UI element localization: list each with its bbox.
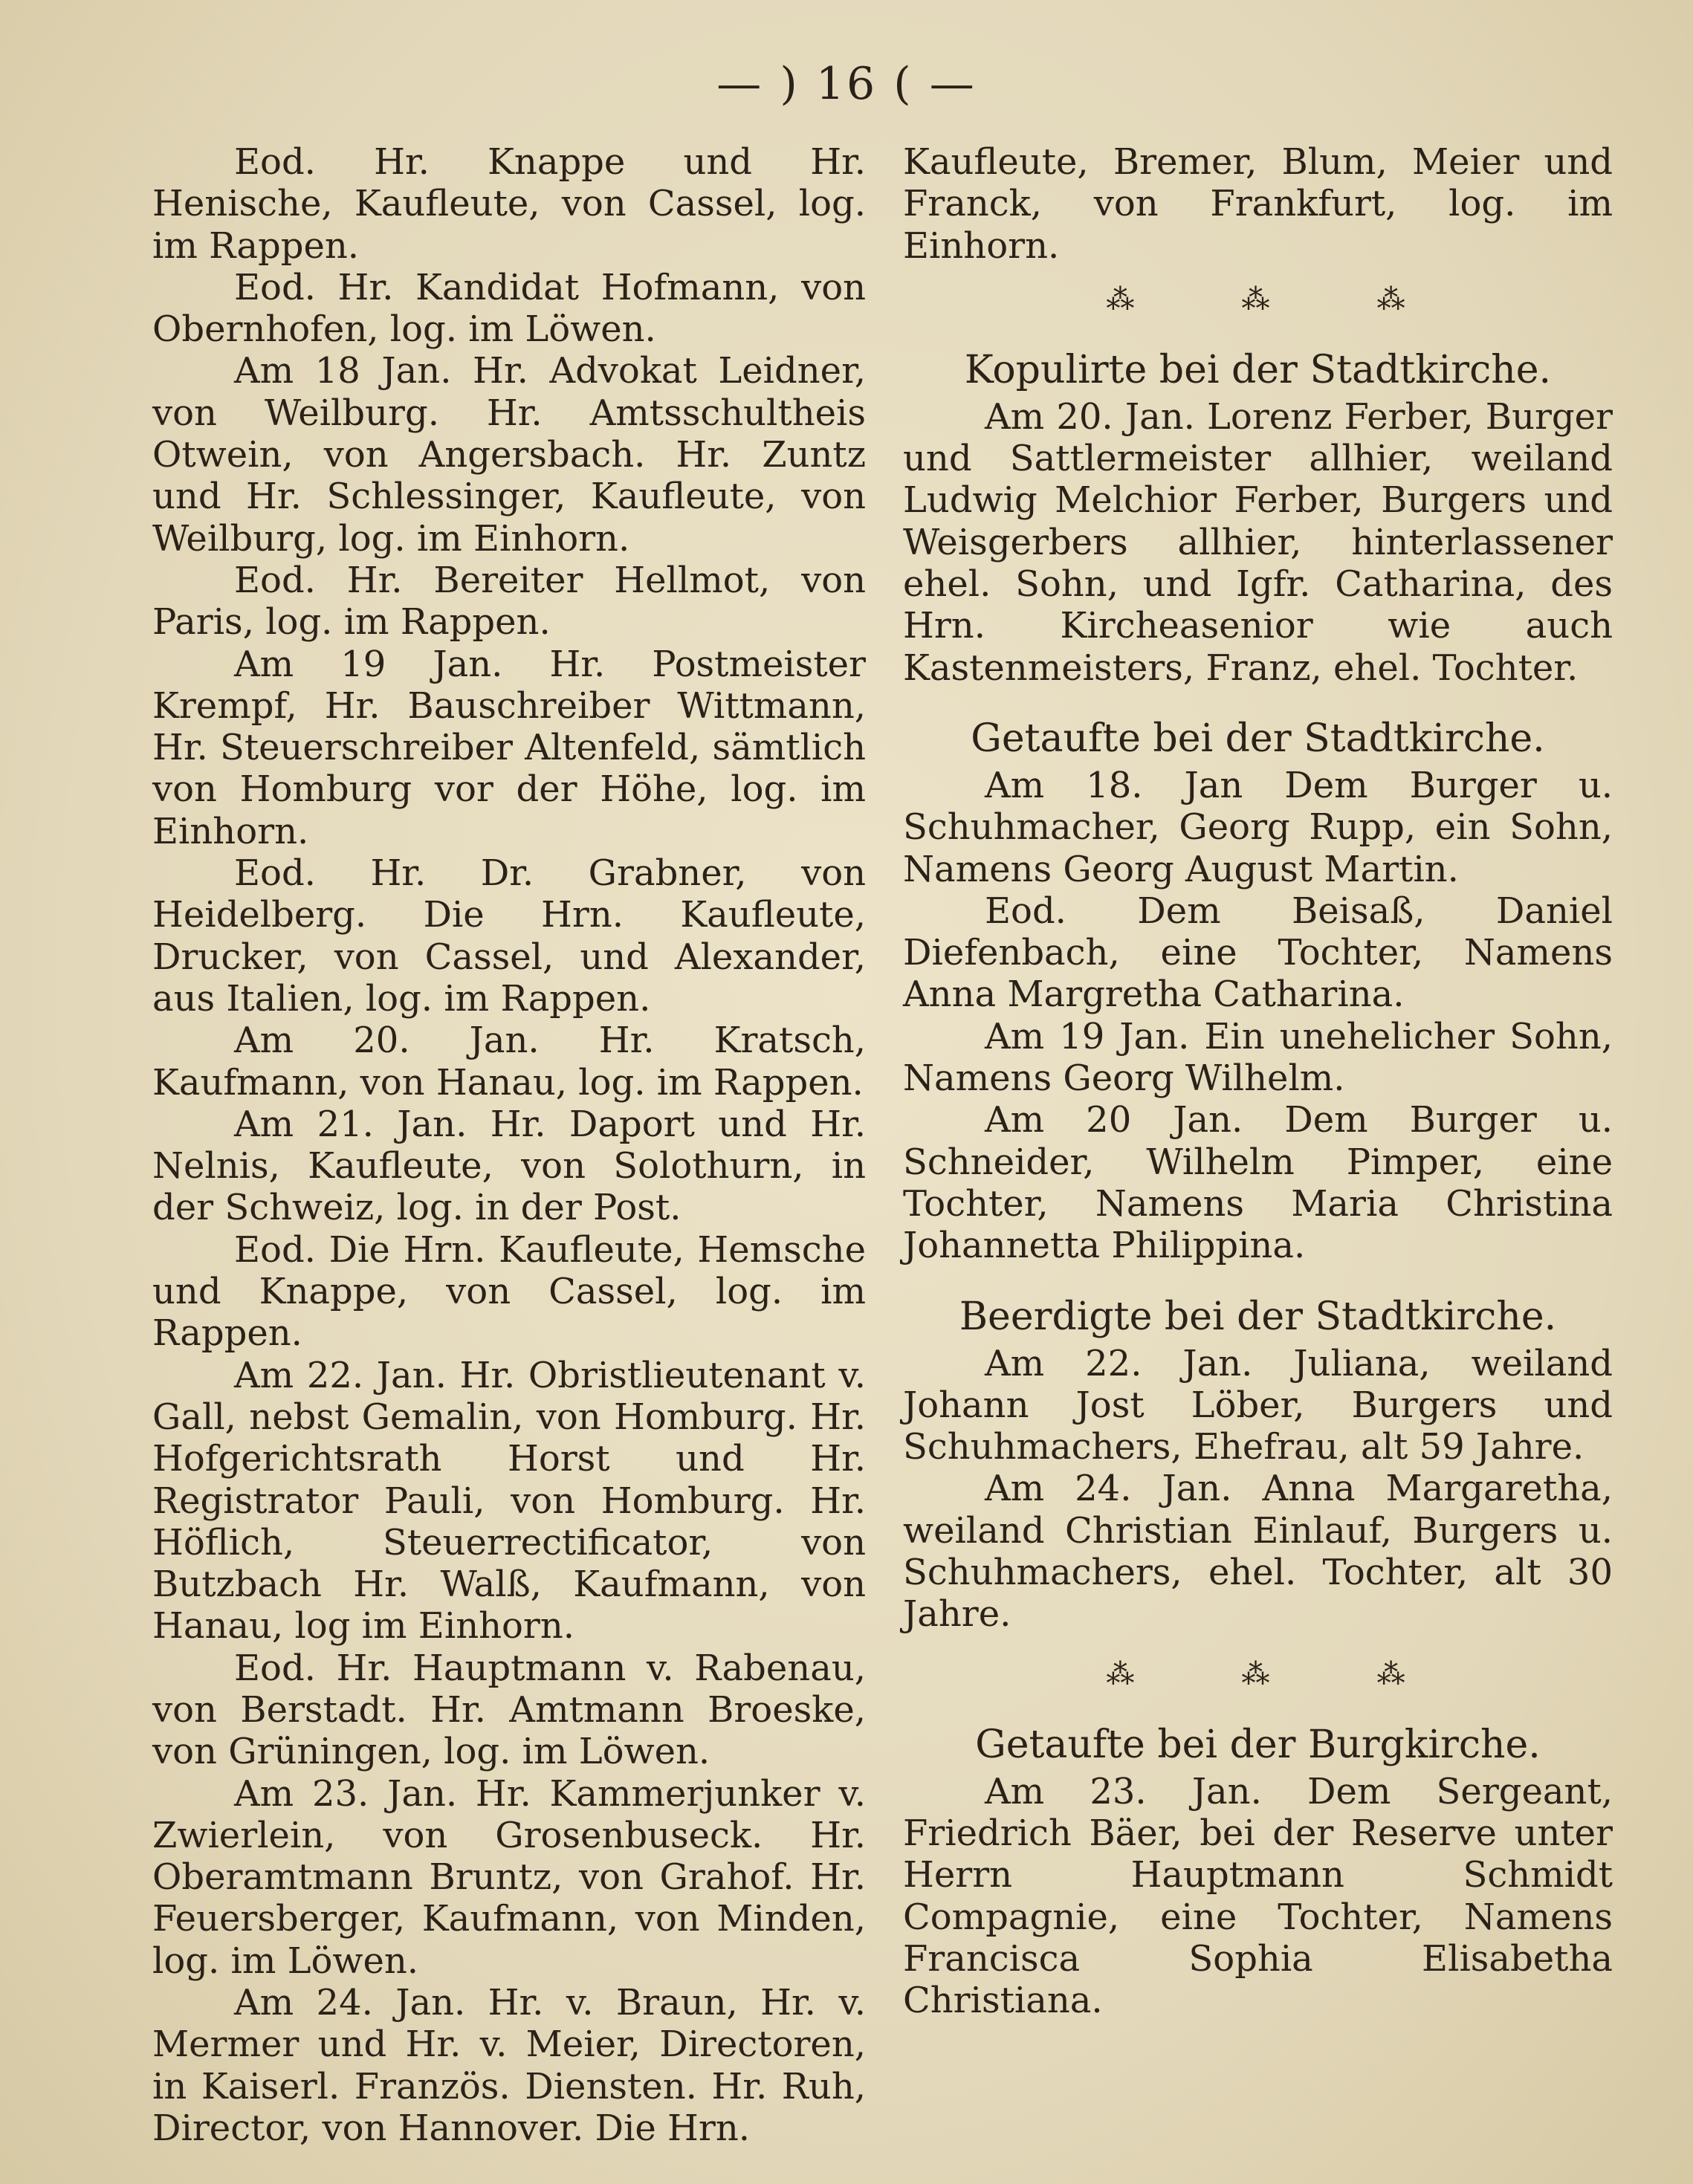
continuation-paragraph: Kaufleute, Bremer, Blum, Meier und Franck, von Frankfurt, log. im Einhorn.	[903, 141, 1613, 267]
entry-eod-hofmann: Eod. Hr. Kandidat Hofmann, von Obernhofen, log. im Löwen.	[152, 266, 866, 351]
entry-eod-hellmot: Eod. Hr. Bereiter Hellmot, von Paris, log. im Rappen.	[152, 559, 866, 644]
section-title-getaufte-burgkirche: Getaufte bei der Burgkirche.	[975, 1722, 1541, 1767]
entry-eod-hemsche: Eod. Die Hrn. Kaufleute, Hemsche und Knappe, von Cassel, log. im Rappen.	[152, 1228, 866, 1355]
entry-beerdigte-jan-24: Am 24. Jan. Anna Margaretha, weiland Christian Einlauf, Burgers u. Schuhmachers, ehel. Tochter, alt 30 Jahre.	[903, 1468, 1613, 1636]
left-column	[152, 141, 866, 2149]
entry-getaufte-jan-18: Am 18. Jan Dem Burger u. Schuhmacher, Georg Rupp, ein Sohn, Namens Georg August Martin.	[903, 764, 1613, 890]
entry-burgkirche-jan-23: Am 23. Jan. Dem Sergeant, Friedrich Bäer, bei der Reserve unter Herrn Hauptmann Schmidt Compagnie, eine Tochter, Namens Francisca Sophia Elisabetha Christiana.	[903, 1770, 1613, 2022]
entry-kopulirte-jan-20: Am 20. Jan. Lorenz Ferber, Burger und Sattlermeister allhier, weiland Ludwig Melchior Ferber, Burgers und Weisgerbers allhier, hinterlassener ehel. Sohn, und Igfr. Catharina, des Hrn. Kircheasenior wie auch Kastenmeisters, Franz, ehel. Tochter.	[903, 395, 1613, 689]
section-title-beerdigte: Beerdigte bei der Stadtkirche.	[959, 1294, 1557, 1339]
entry-jan-19: Am 19 Jan. Hr. Postmeister Krempf, Hr. Bauschreiber Wittmann, Hr. Steuerschreiber Altenfeld, sämtlich von Homburg vor der Höhe, log. im Einhorn.	[152, 643, 866, 852]
entry-jan-24: Am 24. Jan. Hr. v. Braun, Hr. v. Mermer und Hr. v. Meier, Directoren, in Kaiserl. Französ. Diensten. Hr. Ruh, Director, von Hannover. Die Hrn.	[152, 1982, 866, 2149]
entry-jan-18: Am 18 Jan. Hr. Advokat Leidner, von Weilburg. Hr. Amtsschultheis Otwein, von Angersbach. Hr. Zuntz und Hr. Schlessinger, Kaufleute, von Weilburg, log. im Einhorn.	[152, 350, 866, 560]
entry-getaufte-eod: Eod. Dem Beisaß, Daniel Diefenbach, eine Tochter, Namens Anna Margretha Catharina.	[903, 890, 1613, 1016]
entry-beerdigte-jan-22: Am 22. Jan. Juliana, weiland Johann Jost Löber, Burgers und Schuhmachers, Ehefrau, alt 59 Jahre.	[903, 1342, 1613, 1468]
right-column	[903, 141, 1613, 2021]
entry-eod-grabner: Eod. Hr. Dr. Grabner, von Heidelberg. Die Hrn. Kaufleute, Drucker, von Cassel, und Alexander, aus Italien, log. im Rappen.	[152, 852, 866, 1020]
entry-eod-knappe: Eod. Hr. Knappe und Hr. Henische, Kaufleute, von Cassel, log. im Rappen.	[152, 141, 866, 267]
section-title-kopulirte: Kopulirte bei der Stadtkirche.	[964, 347, 1552, 392]
section-title-getaufte-stadtkirche: Getaufte bei der Stadtkirche.	[971, 716, 1545, 761]
page-number-header: — ) 16 ( —	[716, 58, 977, 110]
entry-jan-20: Am 20. Jan. Hr. Kratsch, Kaufmann, von Hanau, log. im Rappen.	[152, 1020, 866, 1104]
entry-eod-rabenau: Eod. Hr. Hauptmann v. Rabenau, von Berstadt. Hr. Amtmann Broeske, von Grüningen, log. im Löwen.	[152, 1647, 866, 1773]
entry-jan-21: Am 21. Jan. Hr. Daport und Hr. Nelnis, Kaufleute, von Solothurn, in der Schweiz, log. in der Post.	[152, 1103, 866, 1229]
entry-jan-23: Am 23. Jan. Hr. Kammerjunker v. Zwierlein, von Grosenbuseck. Hr. Oberamtmann Bruntz, von Grahof. Hr. Feuersberger, Kaufmann, von Minden, log. im Löwen.	[152, 1772, 866, 1982]
entry-getaufte-jan-20: Am 20 Jan. Dem Burger u. Schneider, Wilhelm Pimper, eine Tochter, Namens Maria Christina Johannetta Philippina.	[903, 1099, 1613, 1267]
ornament-divider: ⁂ ⁂ ⁂	[1106, 1657, 1410, 1691]
entry-getaufte-jan-19: Am 19 Jan. Ein unehelicher Sohn, Namens Georg Wilhelm.	[903, 1015, 1613, 1100]
ornament-divider: ⁂ ⁂ ⁂	[1106, 282, 1410, 316]
entry-jan-22: Am 22. Jan. Hr. Obristlieutenant v. Gall, nebst Gemalin, von Homburg. Hr. Hofgerichtsrath Horst und Hr. Registrator Pauli, von Homburg. Hr. Höflich, Steuerrectificator, von Butzbach Hr. Walß, Kaufmann, von Hanau, log im Einhorn.	[152, 1354, 866, 1647]
